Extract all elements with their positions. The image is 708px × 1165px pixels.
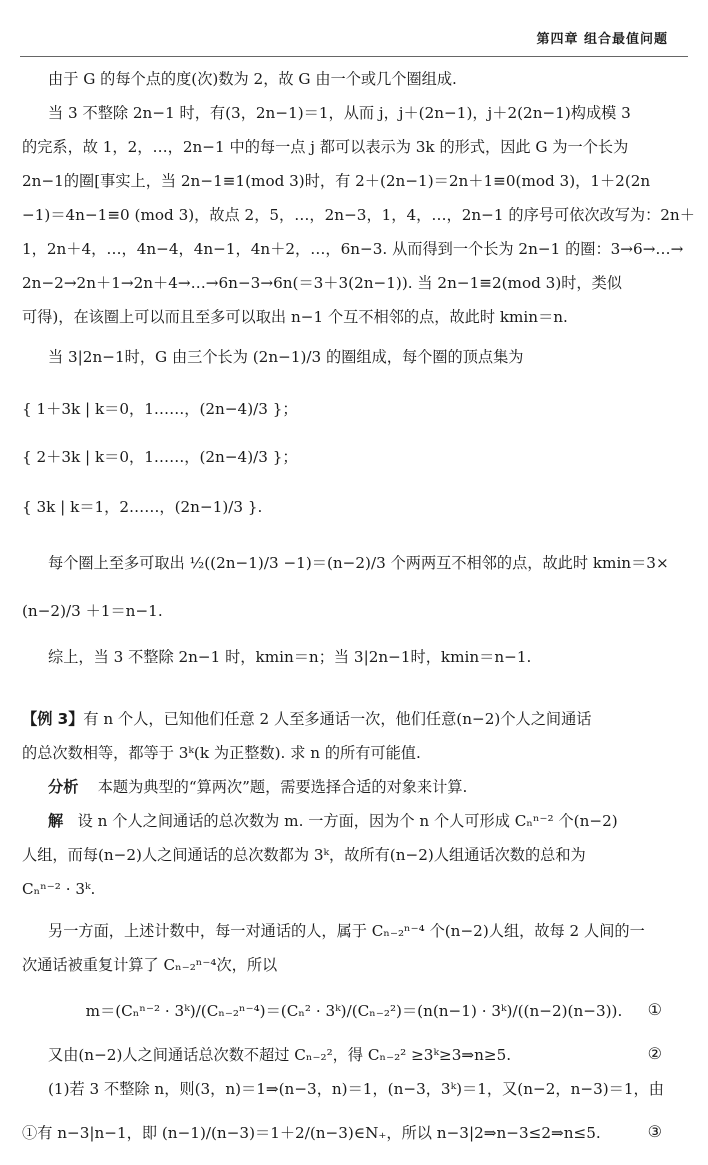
text-line: 由于 G 的每个点的度(次)数为 2，故 G 由一个或几个圈组成. <box>48 70 457 88</box>
text-line: 可得)，在该圈上可以而且至多可以取出 n−1 个互不相邻的点，故此时 kmin＝n. <box>22 308 568 326</box>
chapter-header: 第四章 组合最值问题 <box>536 32 668 47</box>
text-line: ①有 n−3|n−1，即 (n−1)/(n−3)＝1＋2/(n−3)∈N₊，所以 n−3|2⇒n−3≤2⇒n≤5. <box>22 1124 601 1142</box>
text-line: 1，2n＋4，…，4n−4，4n−1，4n＋2，…，6n−3. 从而得到一个长为 2n−1 的圈：3→6→…→ <box>22 240 684 258</box>
equation-number: ② <box>647 1044 662 1063</box>
text-line: 综上，当 3 不整除 2n−1 时，kmin＝n；当 3|2n−1时，kmin＝n−1. <box>48 648 532 666</box>
set-line: { 3k | k＝1，2……，(2n−1)/3 }. <box>22 498 263 516</box>
equation-number: ① <box>647 1000 662 1019</box>
text-line: 的完系，故 1，2，…，2n−1 中的每一点 j 都可以表示为 3k 的形式，因此 G 为一个长为 <box>22 138 629 156</box>
example-line <box>22 708 686 730</box>
text-line: 当 3|2n−1时，G 由三个长为 (2n−1)/3 的圈组成，每个圈的顶点集为 <box>48 348 524 366</box>
example-tag: 【例 3】 <box>22 710 84 728</box>
text-line: −1)＝4n−1≡0 (mod 3)，故点 2，5，…，2n−3，1，4，…，2n−1 的序号可依次改写为：2n＋ <box>22 206 695 224</box>
text-line: 另一方面，上述计数中，每一对通话的人，属于 Cₙ₋₂ⁿ⁻⁴ 个(n−2)人组，故每 2 人间的一 <box>48 922 645 940</box>
analysis-tag: 分析 <box>48 778 79 796</box>
solution-text: 设 n 个人之间通话的总次数为 m. 一方面，因为个 n 个人可形成 Cₙⁿ⁻² 个(n−2) <box>77 812 618 830</box>
example-text: 有 n 个人，已知他们任意 2 人至多通话一次，他们任意(n−2)个人之间通话 <box>83 710 592 728</box>
text-line: (1)若 3 不整除 n，则(3，n)＝1⇒(n−3，n)＝1，(n−3，3ᵏ)＝1，又(n−2，n−3)＝1，由 <box>48 1080 664 1098</box>
text-line: 次通话被重复计算了 Cₙ₋₂ⁿ⁻⁴次，所以 <box>22 956 278 974</box>
text-line: Cₙⁿ⁻² · 3ᵏ. <box>22 880 96 898</box>
text-line: 2n−2→2n＋1→2n＋4→…→6n−3→6n(＝3＋3(2n−1)). 当 2n−1≡2(mod 3)时，类似 <box>22 274 622 292</box>
equation-number: ③ <box>647 1122 662 1141</box>
text-line: 又由(n−2)人之间通话总次数不超过 Cₙ₋₂²，得 Cₙ₋₂² ≥3ᵏ≥3⇒n≥5. <box>48 1046 512 1064</box>
analysis-line <box>48 776 686 798</box>
text-line: (n−2)/3 ＋1＝n−1. <box>22 602 163 620</box>
equation: m＝(Cₙⁿ⁻² · 3ᵏ)/(Cₙ₋₂ⁿ⁻⁴)＝(Cₙ² · 3ᵏ)/(Cₙ₋₂²)＝(n(n−1) · 3ᵏ)/((n−2)(n−3)). <box>85 1002 623 1020</box>
text-line: 2n−1的圈[事实上，当 2n−1≡1(mod 3)时，有 2＋(2n−1)＝2n＋1≡0(mod 3)，1＋2(2n <box>22 172 651 190</box>
set-line: { 1＋3k | k＝0，1……，(2n−4)/3 }； <box>22 400 298 418</box>
solution-line <box>48 810 686 832</box>
solution-tag: 解 <box>48 812 64 830</box>
text-line: 每个圈上至多可取出 ½((2n−1)/3 −1)＝(n−2)/3 个两两互不相邻的点，故此时 kmin＝3× <box>48 554 669 572</box>
set-line: { 2＋3k | k＝0，1……，(2n−4)/3 }； <box>22 448 298 466</box>
text-line: 当 3 不整除 2n−1 时，有(3，2n−1)＝1，从而 j，j＋(2n−1)，j＋2(2n−1)构成模 3 <box>48 104 631 122</box>
analysis-text: 本题为典型的“算两次”题，需要选择合适的对象来计算. <box>97 778 468 796</box>
text-line: 的总次数相等，都等于 3ᵏ(k 为正整数). 求 n 的所有可能值. <box>22 744 421 762</box>
header-rule <box>20 56 688 57</box>
text-line: 人组，而每(n−2)人之间通话的总次数都为 3ᵏ，故所有(n−2)人组通话次数的总和为 <box>22 846 586 864</box>
